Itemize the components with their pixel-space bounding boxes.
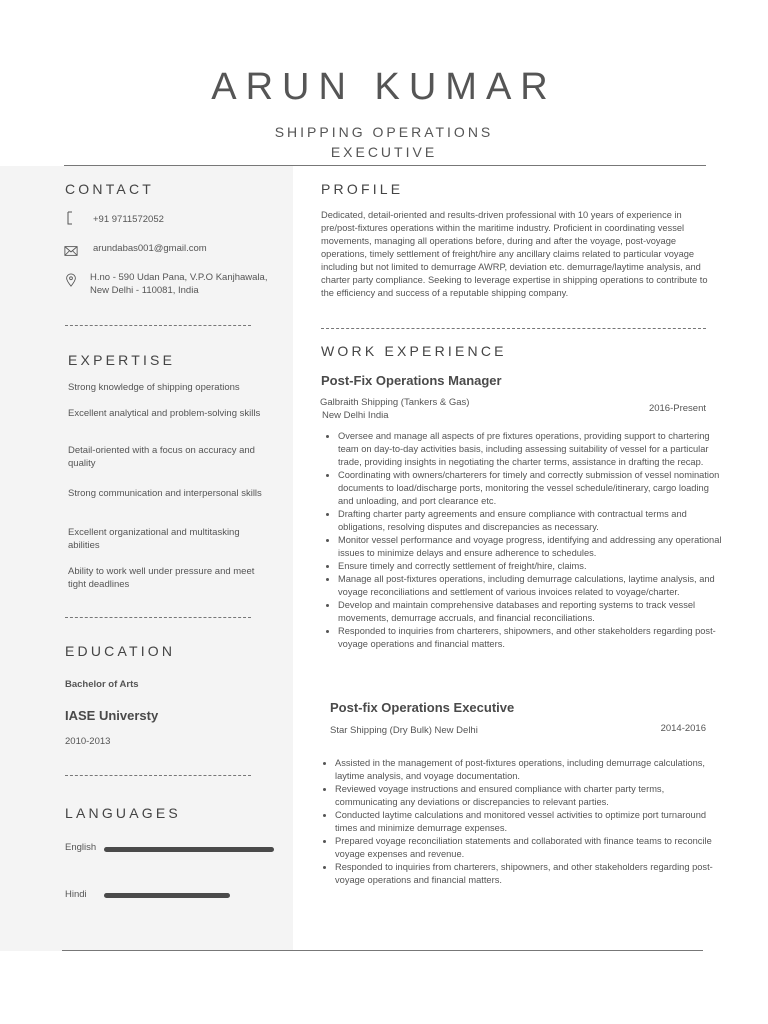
list-item: • Responded to inquiries from charterers, shipowners, and other stakeholders regarding post-voyage operations and financial matters.	[335, 861, 723, 887]
languages-heading: LANGUAGES	[65, 805, 181, 821]
section-divider	[65, 775, 251, 776]
expertise-item: Excellent analytical and problem-solving skills	[68, 408, 261, 419]
list-item: • Reviewed voyage instructions and ensured compliance with charter party terms, communicating any deviations or discrepancies to relevant parties.	[335, 783, 723, 809]
list-item: • Responded to inquiries from charterers, shipowners, and other stakeholders regarding post-voyage operations and financial matters.	[338, 625, 723, 651]
job-title: Post-fix Operations Executive	[330, 700, 515, 715]
job-dates: 2016-Present	[648, 403, 706, 414]
list-item: • Prepared voyage reconciliation statements and collaborated with finance teams to reconcile voyage expenses and revenue.	[335, 835, 723, 861]
language-name: English	[65, 842, 97, 853]
profile-summary: Dedicated, detail-oriented and results-driven professional with 10 years of experience in pre/post-fixtures operations within the maritime industry. Proficient in coordinating vessel movements, managing all operations before, during and after the voyage, post-voyage operations, timely settlement of freight/hire any ancillary claims related to particular voyage including but not limited to demurrage AWRP, deviation etc. demurrage/laytime analysis, and charter party compliance. Seeking to leverage expertise in shipping operations to contribute to the efficiency and success of a reputable shipping company.	[321, 210, 708, 298]
contact-email[interactable]: arundabas001@gmail.com	[93, 243, 207, 254]
list-item: • Develop and maintain comprehensive databases and reporting systems to track vessel movements, demurrage accruals, and financial reconciliations.	[338, 599, 723, 625]
list-item: • Manage all post-fixtures operations, including demurrage calculations, laytime analysis, and voyage reconciliations and settlement of various invoices related to voyage/charter.	[338, 573, 723, 599]
section-divider	[65, 617, 251, 618]
expertise-item: Excellent organizational and multitasking abilities	[68, 527, 240, 551]
job-responsibilities	[324, 430, 723, 651]
phone-icon	[63, 211, 77, 225]
job-location: New Delhi India	[322, 410, 389, 421]
list-item: • Drafting charter party agreements and ensure compliance with contractual terms and obligations, resolving disputes and discrepancies as necessary.	[338, 508, 723, 534]
section-divider	[321, 328, 706, 329]
job-role-line-1: SHIPPING OPERATIONS	[274, 124, 494, 140]
profile-heading: PROFILE	[321, 181, 404, 197]
job-role-line-2: EXECUTIVE	[330, 144, 438, 160]
expertise-item: Strong knowledge of shipping operations	[68, 382, 240, 393]
location-pin-icon	[64, 273, 78, 287]
candidate-name: ARUN KUMAR	[211, 66, 557, 108]
language-name: Hindi	[65, 889, 87, 900]
job-responsibilities	[321, 757, 723, 887]
section-divider	[65, 325, 251, 326]
language-level-fill	[104, 847, 274, 852]
expertise-item: Detail-oriented with a focus on accuracy and quality	[68, 445, 255, 469]
education-school: IASE Universty	[65, 708, 159, 723]
list-item: • Oversee and manage all aspects of pre fixtures operations, providing support to chartering team on day-to-day activities basis, including assessing suitability of vessel for a particular trade, providing insights in negotiating the charter terms, assistance in drafting the recap.	[338, 430, 723, 469]
contact-address-line-1: H.no - 590 Udan Pana, V.P.O Kanjhawala,	[90, 272, 268, 283]
contact-heading: CONTACT	[65, 181, 155, 197]
job-title: Post-Fix Operations Manager	[321, 373, 502, 388]
mail-icon	[64, 244, 78, 258]
language-level-bar	[104, 893, 274, 898]
language-level-fill	[104, 893, 230, 898]
job-company: Galbraith Shipping (Tankers & Gas)	[320, 397, 470, 408]
list-item: • Ensure timely and correctly settlement of freight/hire, claims.	[338, 560, 723, 573]
job-role	[0, 122, 768, 162]
list-item: • Monitor vessel performance and voyage progress, identifying and addressing any operational issues to minimize delays and ensure adherence to schedules.	[338, 534, 723, 560]
expertise-heading: EXPERTISE	[68, 352, 176, 368]
job-company: Star Shipping (Dry Bulk) New Delhi	[330, 725, 478, 736]
language-level-bar	[104, 847, 274, 852]
list-item: • Assisted in the management of post-fixtures operations, including demurrage calculations, laytime analysis, and voyage documentation.	[335, 757, 723, 783]
work-experience-heading: WORK EXPERIENCE	[321, 343, 507, 359]
job-dates: 2014-2016	[660, 723, 706, 734]
contact-address	[90, 271, 267, 297]
contact-phone: +91 9711572052	[93, 214, 164, 225]
list-item: • Coordinating with owners/charterers for timely and correctly submission of vessel nomination documents to load/discharge ports, monitoring the vessel schedule/itinerary, cargo loading and unloading, and port clearance etc.	[338, 469, 723, 508]
footer-divider	[62, 950, 703, 951]
contact-address-line-2: New Delhi - 110081, India	[90, 285, 199, 296]
education-heading: EDUCATION	[65, 643, 176, 659]
list-item: • Conducted laytime calculations and monitored vessel activities to optimize port turnaround times and minimize demurrage expenses.	[335, 809, 723, 835]
education-degree: Bachelor of Arts	[65, 679, 139, 690]
expertise-item: Ability to work well under pressure and meet tight deadlines	[68, 566, 255, 590]
expertise-item: Strong communication and interpersonal skills	[68, 488, 262, 499]
education-years: 2010-2013	[65, 736, 111, 747]
